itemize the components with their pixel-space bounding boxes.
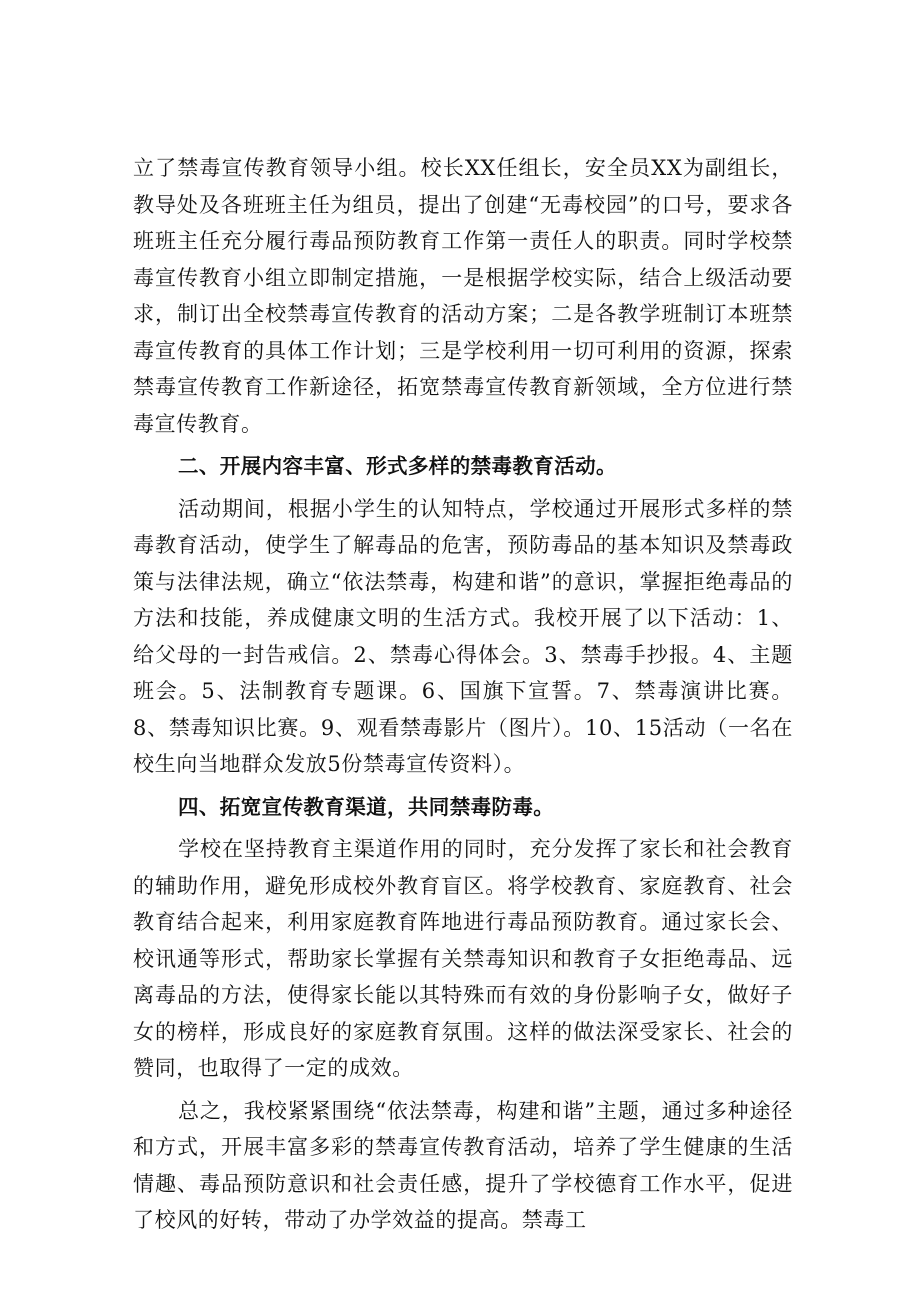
paragraph-family-education: 学校在坚持教育主渠道作用的同时，充分发挥了家长和社会教育的辅助作用，避免形成校外教育盲区。将学校教育、家庭教育、社会教育结合起来，利用家庭教育阵地进行毒品预防教育。通过家长会、校讯通等形式，帮助家长掌握有关禁毒知识和教育子女拒绝毒品、远离毒品的方法，使得家长能以其特殊而有效的身份影响子女，做好子女的榜样，形成良好的家庭教育氛围。这样的做法深受家长、社会的赞同，也取得了一定的成效。	[133, 837, 793, 1080]
paragraph-summary: 总之，我校紧紧围绕“依法禁毒，构建和谐”主题，通过多种途径和方式，开展丰富多彩的禁毒宣传教育活动，培养了学生健康的生活情趣、毒品预防意识和社会责任感，提升了学校德育工作水平，促进了校风的好转，带动了办学效益的提高。禁毒工	[133, 1098, 793, 1232]
paragraph-activities: 活动期间，根据小学生的认知特点，学校通过开展形式多样的禁毒教育活动，使学生了解毒品的危害，预防毒品的基本知识及禁毒政策与法律法规，确立“依法禁毒，构建和谐”的意识，掌握拒绝毒品的方法和技能，养成健康文明的生活方式。我校开展了以下活动：1、给父母的一封告戒信。2、禁毒心得体会。3、禁毒手抄报。4、主题班会。5、法制教育专题课。6、国旗下宣誓。7、禁毒演讲比赛。8、禁毒知识比赛。9、观看禁毒影片（图片）。10、15活动（一名在校生向当地群众发放5份禁毒宣传资料）。	[133, 496, 793, 776]
paragraph-leadership-group: 立了禁毒宣传教育领导小组。校长XX任组长，安全员XX为副组长，教导处及各班班主任为组员，提出了创建“无毒校园”的口号，要求各班班主任充分履行毒品预防教育工作第一责任人的职责。同时学校禁毒宣传教育小组立即制定措施，一是根据学校实际，结合上级活动要求，制订出全校禁毒宣传教育的活动方案；二是各教学班制订本班禁毒宣传教育的具体工作计划；三是学校利用一切可利用的资源，探索禁毒宣传教育工作新途径，拓宽禁毒宣传教育新领域，全方位进行禁毒宣传教育。	[133, 156, 793, 436]
document-body	[133, 150, 793, 1245]
section-heading-channels: 四、拓宽宣传教育渠道，共同禁毒防毒。	[178, 794, 555, 819]
section-heading-activities: 二、开展内容丰富、形式多样的禁毒教育活动。	[178, 454, 617, 478]
